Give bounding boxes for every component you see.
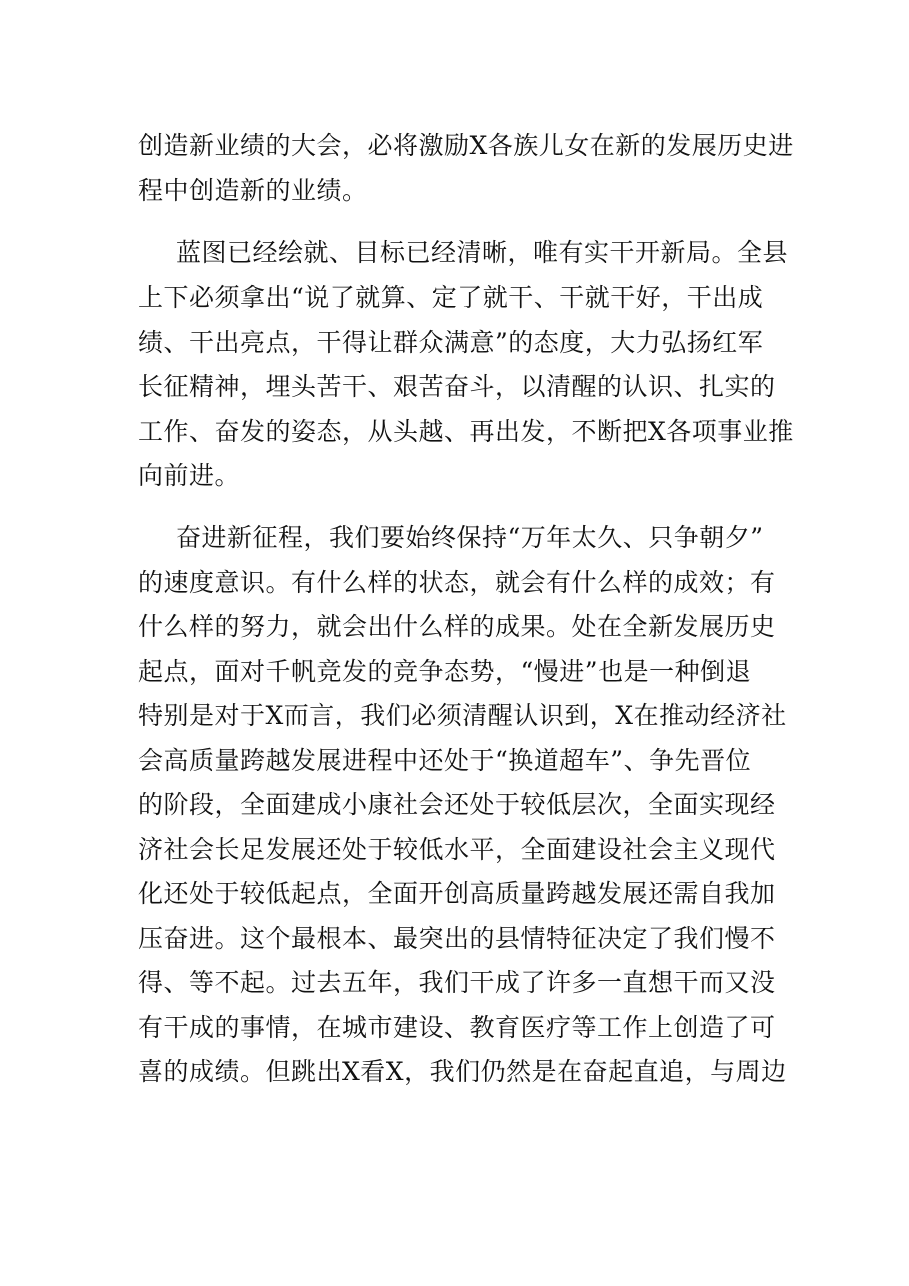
paragraph-2-line-3: 绩、干出亮点，干得让群众满意”的态度，大力弘扬红军 xyxy=(138,328,764,357)
paragraph-3-line-13: 喜的成绩。但跳出X看X，我们仍然是在奋起直追，与周边 xyxy=(138,1057,787,1086)
paragraph-3-line-1: 奋进新征程，我们要始终保持“万年太久、只争朝夕” xyxy=(176,523,764,552)
paragraph-3-line-10: 压奋进。这个最根本、最突出的县情特征决定了我们慢不 xyxy=(138,924,776,953)
paragraph-3-line-11: 得、等不起。过去五年，我们干成了许多一直想干而又没 xyxy=(138,968,776,997)
paragraph-3-line-12: 有干成的事情，在城市建设、教育医疗等工作上创造了可 xyxy=(138,1013,776,1042)
paragraph-1-line-2: 程中创造新的业绩。 xyxy=(138,176,368,205)
paragraph-1-line-1: 创造新业绩的大会，必将激励X各族儿女在新的发展历史进 xyxy=(138,131,794,160)
paragraph-2-line-4: 长征精神，埋头苦干、艰苦奋斗，以清醒的认识、扎实的 xyxy=(138,372,776,401)
paragraph-3-line-5: 特别是对于X而言，我们必须清醒认识到，X在推动经济社 xyxy=(138,701,787,730)
paragraph-3-line-6: 会高质量跨越发展进程中还处于“换道超车”、争先晋位 xyxy=(138,746,752,775)
paragraph-2-line-2: 上下必须拿出“说了就算、定了就干、干就干好，干出成 xyxy=(138,283,764,312)
paragraph-3-line-7: 的阶段，全面建成小康社会还处于较低层次，全面实现经 xyxy=(138,790,776,819)
paragraph-3-line-3: 什么样的努力，就会出什么样的成果。处在全新发展历史 xyxy=(138,612,776,641)
paragraph-2-line-1: 蓝图已经绘就、目标已经清晰，唯有实干开新局。全县 xyxy=(176,238,789,267)
paragraph-3-line-2: 的速度意识。有什么样的状态，就会有什么样的成效；有 xyxy=(138,568,776,597)
paragraph-3-line-9: 化还处于较低起点，全面开创高质量跨越发展还需自我加 xyxy=(138,879,776,908)
paragraph-2-line-6: 向前进。 xyxy=(138,461,241,490)
paragraph-3-line-4: 起点，面对千帆竞发的竞争态势，“慢进”也是一种倒退 xyxy=(138,657,752,686)
paragraph-3-line-8: 济社会长足发展还处于较低水平，全面建设社会主义现代 xyxy=(138,835,776,864)
paragraph-2-line-5: 工作、奋发的姿态，从头越、再出发，不断把X各项事业推 xyxy=(138,417,794,446)
